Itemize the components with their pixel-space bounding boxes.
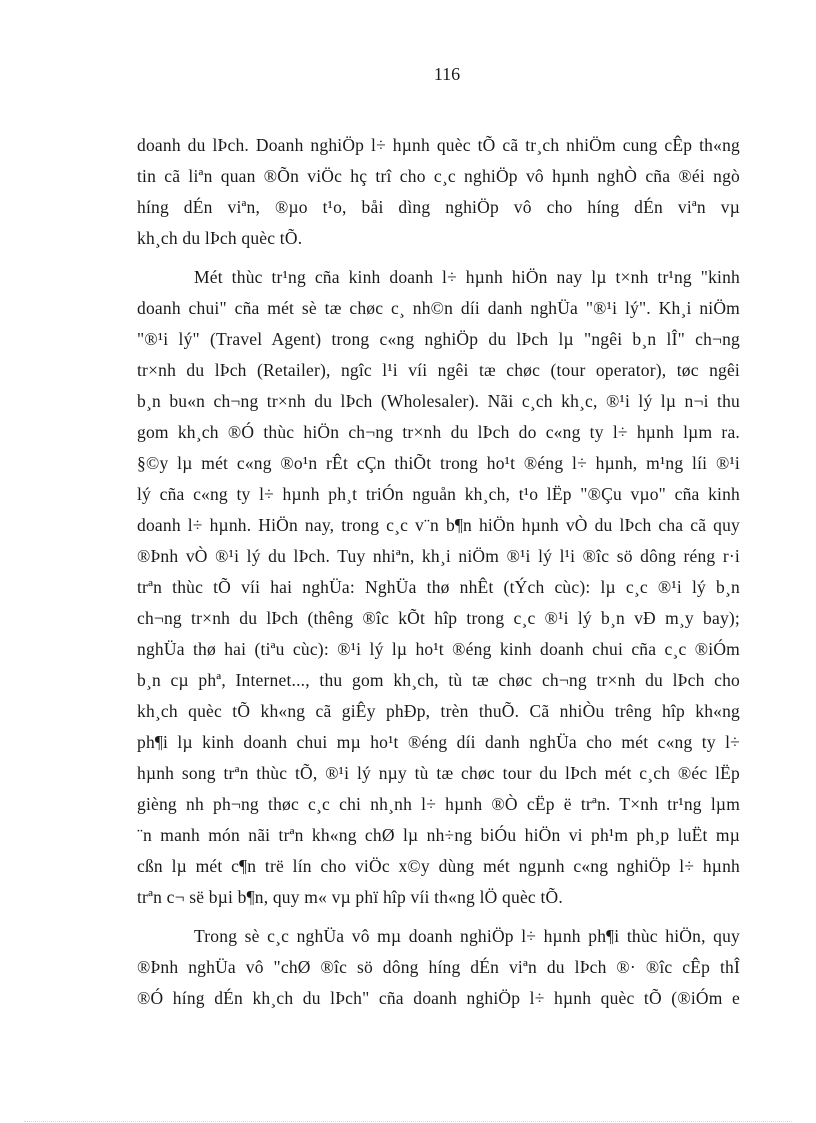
text-line: trªn c¬ së bµi b¶n, quy m« vµ phï hîp víi th«ng lÖ quèc tÕ. [137, 887, 563, 907]
paragraph-2 [137, 262, 740, 913]
text-line: híng dÉn viªn, ®µo t¹o, båi dìng nghiÖp vô cho híng dÉn viªn vµ [137, 197, 740, 217]
text-line: ®Þnh vÒ ®¹i lý du lÞch. Tuy nhiªn, kh¸i niÖm ®¹i lý l¹i ®îc sö dông réng r·i [137, 546, 740, 566]
document-body [137, 130, 740, 1014]
text-line: doanh du lÞch. Doanh nghiÖp l÷ hµnh quèc tÕ cã tr¸ch nhiÖm cung cÊp th«ng [137, 135, 740, 155]
text-line: §©y lµ mét c«ng ®o¹n rÊt cÇn thiÕt trong ho¹t ®éng l÷ hµnh, m¹ng líi ®¹i [137, 453, 740, 473]
text-line: doanh chui" cña mét sè tæ chøc c¸ nh©n díi danh nghÜa "®¹i lý". Kh¸i niÖm [137, 298, 740, 318]
text-line: ph¶i lµ kinh doanh chui mµ ho¹t ®éng díi danh nghÜa cho mét c«ng ty l÷ [137, 732, 740, 752]
text-line: gièng nh ph¬ng thøc c¸c chi nh¸nh l÷ hµnh ®Ò cËp ë trªn. T×nh tr¹ng lµm [137, 794, 740, 814]
text-line: Mét thùc tr¹ng cña kinh doanh l÷ hµnh hiÖn nay lµ t×nh tr¹ng "kinh [194, 267, 740, 287]
text-line: doanh l÷ hµnh. HiÖn nay, trong c¸c v¨n b¶n hiÖn hµnh vÒ du lÞch cha cã quy [137, 515, 740, 535]
text-line: gom kh¸ch ®Ó thùc hiÖn ch¬ng tr×nh du lÞch do c«ng ty l÷ hµnh lµm ra. [137, 422, 740, 442]
paragraph-3 [137, 921, 740, 1014]
text-line: tr×nh du lÞch (Retailer), ngîc l¹i víi ngêi tæ chøc (tour operator), tøc ngêi [137, 360, 740, 380]
text-line: trªn thùc tÕ víi hai nghÜa: NghÜa thø nhÊt (tÝch cùc): lµ c¸c ®¹i lý b¸n [137, 577, 740, 597]
text-line: lý cña c«ng ty l÷ hµnh ph¸t triÓn nguån kh¸ch, t¹o lËp "®Çu vµo" cña kinh [137, 484, 740, 504]
text-line: ch¬ng tr×nh du lÞch (thêng ®îc kÕt hîp trong c¸c ®¹i lý b¸n vÐ m¸y bay); [137, 608, 740, 628]
text-line: b¸n bu«n ch¬ng tr×nh du lÞch (Wholesaler). Nãi c¸ch kh¸c, ®¹i lý lµ n¬i thu [137, 391, 740, 411]
text-line: Trong sè c¸c nghÜa vô mµ doanh nghiÖp l÷ hµnh ph¶i thùc hiÖn, quy [194, 926, 740, 946]
paragraph-1 [137, 130, 740, 254]
text-line: ®Þnh nghÜa vô "chØ ®îc sö dông híng dÉn viªn du lÞch ®· ®îc cÊp thÎ [137, 957, 740, 977]
text-line: tin cã liªn quan ®Õn viÖc hç trî cho c¸c nghiÖp vô hµnh nghÒ cña ®éi ngò [137, 166, 740, 186]
text-line: ¨n manh món nãi trªn kh«ng chØ lµ nh÷ng biÓu hiÖn vi ph¹m ph¸p luËt mµ [137, 825, 740, 845]
text-line: "®¹i lý" (Travel Agent) trong c«ng nghiÖp du lÞch lµ "ngêi b¸n lÎ" ch¬ng [137, 329, 740, 349]
text-line: hµnh song trªn thùc tÕ, ®¹i lý nµy tù tæ chøc tour du lÞch mét c¸ch ®éc lËp [137, 763, 740, 783]
page-bottom-divider [24, 1121, 792, 1122]
text-line: b¸n cµ phª, Internet..., thu gom kh¸ch, tù tæ chøc ch¬ng tr×nh du lÞch cho [137, 670, 740, 690]
text-line: kh¸ch du lÞch quèc tÕ. [137, 228, 303, 248]
page-number: 116 [433, 64, 461, 84]
text-line: ®Ó híng dÉn kh¸ch du lÞch" cña doanh nghiÖp l÷ hµnh quèc tÕ (®iÓm e [137, 988, 740, 1008]
text-line: cßn lµ mét c¶n trë lín cho viÖc x©y dùng mét ngµnh c«ng nghiÖp l÷ hµnh [137, 856, 740, 876]
text-line: kh¸ch quèc tÕ kh«ng cã giÊy phÐp, trèn thuÕ. Cã nhiÒu trêng hîp kh«ng [137, 701, 740, 721]
text-line: nghÜa thø hai (tiªu cùc): ®¹i lý lµ ho¹t ®éng kinh doanh chui cña c¸c ®iÓm [137, 639, 740, 659]
